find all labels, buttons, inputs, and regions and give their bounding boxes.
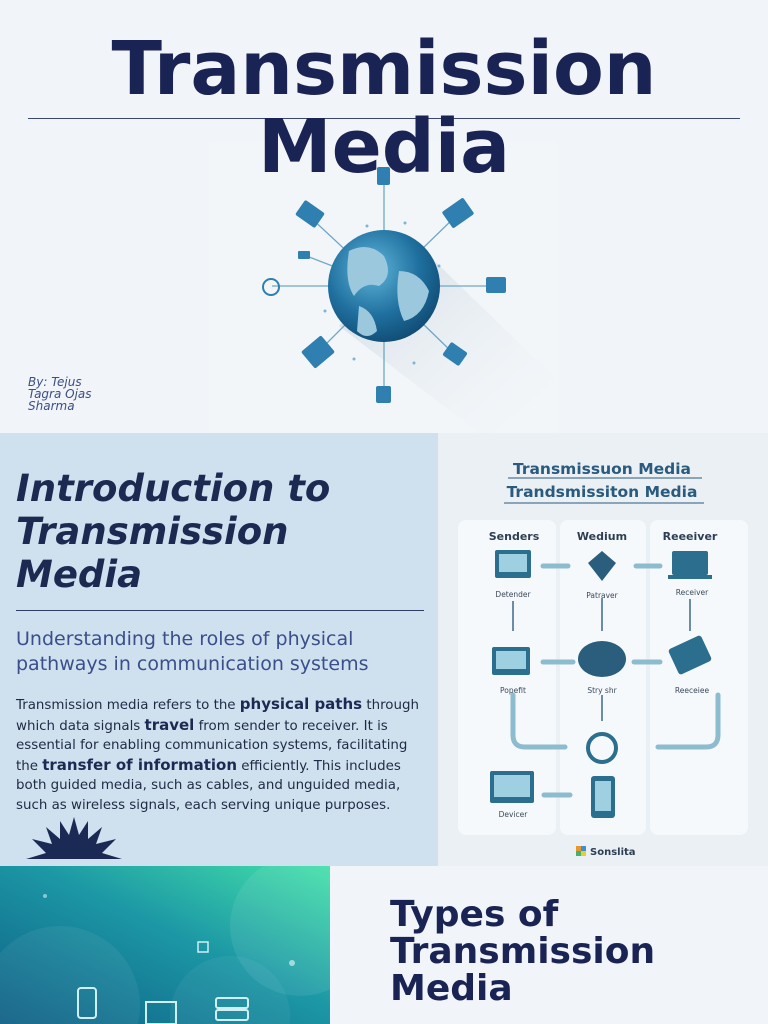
receiver-laptop-icon — [672, 551, 708, 575]
body-text-2: through which data signals — [16, 698, 419, 734]
body-text-3: from sender to receiver. It is essential for enabling communication systems, facilitating the — [16, 718, 408, 774]
brand-logo-icon — [576, 846, 581, 851]
label-patraver: Patraver — [586, 591, 618, 600]
author-text: By: Tejus Tagra Ojas Sharma — [28, 375, 92, 413]
label-reeceiee: Reeceiee — [674, 686, 710, 695]
slide-types — [0, 866, 768, 1024]
intro-text-panel — [0, 433, 438, 866]
diagram-canvas — [438, 433, 768, 866]
brand-name: Sonslita — [590, 847, 636, 858]
slide-introduction — [0, 433, 768, 866]
diagram-title-1: Transmissuon Media — [512, 460, 692, 478]
slide-title-heading: Transmission Media — [111, 26, 657, 190]
network-cloud-icon — [578, 641, 626, 677]
label-detender: Detender — [495, 590, 531, 599]
label-popefit: Popefit — [500, 686, 526, 695]
tech-devices-image — [0, 866, 330, 1024]
intro-body — [16, 695, 424, 815]
intro-divider — [16, 610, 424, 611]
intro-subtitle: Understanding the roles of physical pathways in communication systems — [16, 628, 369, 675]
body-text-4: efficiently. This includes both guided media, such as cables, and unguided media, such as wireless signals, each serving unique purposes. — [16, 758, 401, 813]
column-label-medium: Wedium — [576, 530, 628, 543]
body-bold-physical-paths: physical paths — [239, 695, 363, 713]
intro-heading: Introduction to Transmission Media — [16, 467, 331, 596]
label-devicer: Devicer — [498, 810, 528, 819]
starburst-icon — [26, 817, 122, 866]
body-bold-transfer: transfer of information — [42, 755, 237, 774]
tech-background-icon — [0, 866, 330, 1024]
diagram-title-2: Trandsmissiton Media — [506, 483, 698, 501]
body-text-1: Transmission media refers to the — [16, 698, 240, 713]
slide-title — [0, 0, 768, 433]
column-label-senders: Senders — [488, 530, 540, 543]
body-bold-travel: travel — [144, 715, 195, 734]
column-label-receiver: Reeeiver — [662, 530, 718, 543]
transmission-diagram — [438, 433, 768, 866]
label-receiver: Receiver — [675, 588, 709, 597]
types-heading — [390, 894, 656, 1009]
types-heading-text: Types of Transmission Media — [390, 894, 656, 1009]
label-stry-shr: Stry shr — [587, 686, 617, 695]
